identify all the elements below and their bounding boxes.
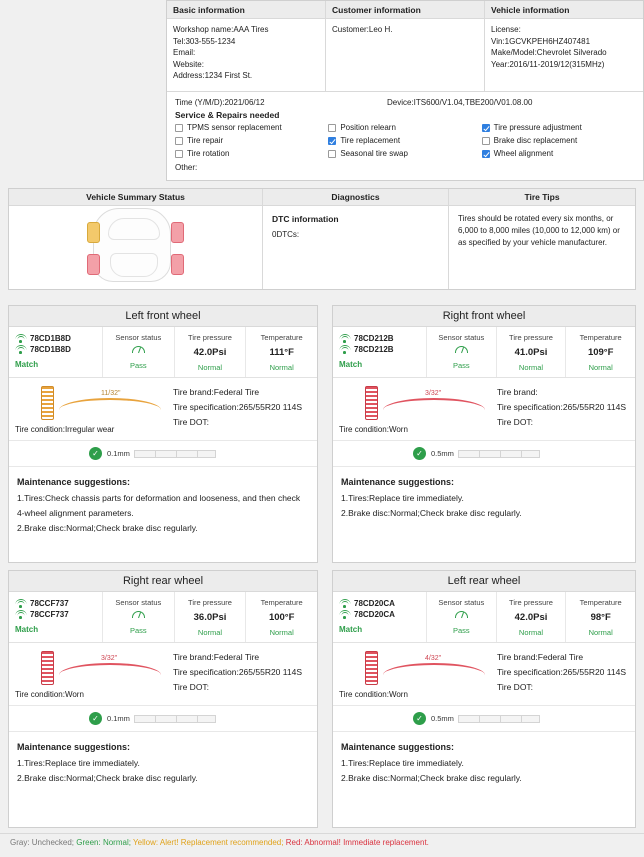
- diagnostics-column: [263, 189, 449, 289]
- tire-condition: Tire condition:Irregular wear: [15, 425, 115, 434]
- wheel-marker-right-front: [171, 222, 184, 243]
- tire-pressure-label: Tire pressure: [188, 598, 232, 607]
- vehicle-make-model: Make/Model:Chevrolet Silverado: [491, 48, 607, 58]
- tire-pressure-state: Normal: [197, 363, 223, 372]
- diagnostics-body: [263, 206, 448, 248]
- sensor-match-status: Match: [15, 625, 39, 634]
- temperature-cell: [246, 327, 317, 377]
- sensor-id-secondary: [339, 610, 421, 619]
- tire-tips-column: [449, 189, 635, 289]
- basic-information-body: [167, 19, 325, 91]
- basic-information-header: Basic information: [167, 1, 325, 19]
- sensor-status-label: Sensor status: [438, 598, 485, 607]
- temperature-label: Temperature: [260, 598, 303, 607]
- signal-icon: [339, 610, 350, 619]
- tire-detail-block: [491, 378, 635, 440]
- service-repairs-section: [167, 91, 643, 180]
- brake-depth-row: [9, 441, 317, 467]
- sensor-status-value: Pass: [129, 626, 147, 635]
- temperature-label: Temperature: [579, 598, 622, 607]
- temperature-state: Normal: [269, 363, 294, 372]
- workshop-website: Website:: [173, 59, 204, 69]
- sensor-id-primary: [15, 599, 97, 608]
- sensor-id-primary: [339, 334, 421, 343]
- service-other-label: Other:: [175, 163, 198, 172]
- temperature-value: 111°F: [269, 347, 294, 358]
- sensor-match-status: Match: [15, 360, 39, 369]
- tire-pressure-cell: [175, 327, 247, 377]
- brake-depth-bar: [134, 715, 216, 723]
- reading-cells: [103, 327, 317, 377]
- gauge-icon: [132, 346, 145, 356]
- tread-graphic: [337, 649, 487, 689]
- tread-graphic: [337, 384, 487, 424]
- temperature-value: 109°F: [587, 347, 614, 358]
- gauge-icon: [455, 611, 468, 621]
- reading-cells: [103, 592, 317, 642]
- basic-information-column: [167, 1, 326, 91]
- maintenance-suggestions: [333, 467, 635, 529]
- tire-detail-block: [167, 643, 317, 705]
- sensor-status-value: Pass: [452, 626, 470, 635]
- tire-dot: Tire DOT:: [173, 681, 210, 692]
- wheel-readings-row: [9, 592, 317, 643]
- tread-row: [333, 378, 635, 441]
- tread-row: [9, 643, 317, 706]
- tire-pressure-label: Tire pressure: [188, 333, 232, 342]
- tire-pressure-cell: [175, 592, 247, 642]
- legend-red: Red: Abnormal! Immediate replacement.: [285, 838, 429, 847]
- tire-dot: Tire DOT:: [497, 681, 534, 692]
- customer-information-header: Customer information: [326, 1, 484, 19]
- brake-depth-value: 0.5mm: [431, 714, 454, 723]
- signal-icon: [15, 334, 26, 343]
- checkbox-icon[interactable]: [328, 150, 336, 158]
- temperature-state: Normal: [269, 628, 294, 637]
- sensor-id-value: 78CCF737: [30, 610, 69, 619]
- service-item-label: Tire repair: [187, 136, 224, 145]
- tire-pressure-value: 42.0Psi: [193, 347, 227, 358]
- sensor-id-block: [333, 592, 427, 642]
- legend-gray: Gray: Unchecked;: [10, 838, 75, 847]
- tread-row: [333, 643, 635, 706]
- workshop-name: Workshop name:AAA Tires: [173, 25, 269, 34]
- gauge-icon: [455, 346, 468, 356]
- wheel-panel-left-front: [8, 305, 318, 563]
- service-checkbox-grid: [175, 123, 635, 162]
- tread-curve-icon: [383, 663, 485, 675]
- signal-icon: [15, 599, 26, 608]
- tire-condition: Tire condition:Worn: [15, 690, 84, 699]
- sensor-id-primary: [15, 334, 97, 343]
- tire-brand: Tire brand:Federal Tire: [173, 387, 260, 397]
- service-item-label: Seasonal tire swap: [340, 149, 408, 158]
- service-section-title: Service & Repairs needed: [175, 110, 280, 120]
- tread-visual-block: [9, 378, 167, 440]
- sensor-status-label: Sensor status: [115, 333, 162, 342]
- vehicle-summary-status-header: Vehicle Summary Status: [9, 189, 262, 206]
- wheel-panel-left-rear: [332, 570, 636, 828]
- sensor-id-value: 78CD20CA: [354, 599, 395, 608]
- sensor-id-block: [333, 327, 427, 377]
- tire-detail-block: [491, 643, 635, 705]
- checkbox-icon[interactable]: [328, 124, 336, 132]
- tread-visual-block: [9, 643, 167, 705]
- reading-cells: [427, 592, 635, 642]
- vehicle-information-body: [485, 19, 643, 91]
- wheel-marker-right-rear: [171, 254, 184, 275]
- dtc-information-value: 0DTCs:: [272, 229, 300, 239]
- sensor-status-cell: [427, 327, 497, 377]
- checkbox-checked-icon[interactable]: [328, 137, 336, 145]
- maintenance-line-2: 2.Brake disc:Normal;Check brake disc regularly.: [17, 772, 198, 783]
- car-silhouette-icon: [93, 208, 171, 282]
- brake-depth-value: 0.1mm: [107, 714, 130, 723]
- wheel-readings-row: [9, 327, 317, 378]
- vehicle-information-column: [485, 1, 643, 91]
- top-info-table: [166, 0, 644, 181]
- sensor-match-status: Match: [339, 360, 363, 369]
- summary-band: [8, 188, 636, 290]
- tire-pressure-value: 42.0Psi: [514, 612, 548, 623]
- tread-depth-value: 3/32": [101, 655, 118, 662]
- sensor-id-secondary: [15, 345, 97, 354]
- tire-pressure-value: 41.0Psi: [514, 347, 548, 358]
- tread-visual-block: [333, 378, 491, 440]
- temperature-state: Normal: [588, 363, 613, 372]
- maintenance-line-1: 1.Tires:Replace tire immediately.: [341, 757, 464, 768]
- tread-bar-icon: [365, 651, 378, 685]
- sensor-id-value: 78CD212B: [354, 334, 394, 343]
- brake-status-icon: ✓: [89, 712, 102, 725]
- service-device: Device:ITS600/V1.04,TBE200/V01.08.00: [387, 98, 533, 107]
- wheel-marker-left-front: [87, 222, 100, 243]
- service-time: Time (Y/M/D):2021/06/12: [175, 98, 265, 107]
- tread-row: [9, 378, 317, 441]
- tread-depth-value: 4/32": [425, 655, 442, 662]
- workshop-tel: Tel:303-555-1234: [173, 36, 236, 46]
- tire-condition: Tire condition:Worn: [339, 690, 408, 699]
- checkbox-icon[interactable]: [175, 124, 183, 132]
- sensor-id-primary: [339, 599, 421, 608]
- maintenance-line-1: 1.Tires:Replace tire immediately.: [341, 492, 464, 503]
- tire-pressure-cell: [497, 592, 567, 642]
- service-item-seasonal-tire-swap[interactable]: [328, 149, 481, 158]
- tire-pressure-label: Tire pressure: [509, 598, 553, 607]
- tire-pressure-value: 36.0Psi: [193, 612, 227, 623]
- temperature-value: 98°F: [590, 612, 611, 623]
- tire-pressure-state: Normal: [197, 628, 223, 637]
- service-item-label: TPMS sensor replacement: [187, 123, 282, 132]
- maintenance-title: Maintenance suggestions:: [17, 477, 131, 487]
- checkbox-checked-icon[interactable]: [482, 150, 490, 158]
- wheel-title: Left rear wheel: [333, 571, 635, 592]
- vehicle-vin: Vin:1GCVKPEH6HZ407481: [491, 36, 591, 46]
- tread-bar-icon: [365, 386, 378, 420]
- maintenance-suggestions: [333, 732, 635, 794]
- legend-yellow: Yellow: Alert! Replacement recommended;: [133, 838, 284, 847]
- temperature-cell: [566, 592, 635, 642]
- maintenance-suggestions: [9, 732, 317, 794]
- sensor-id-block: [9, 592, 103, 642]
- checkbox-icon[interactable]: [482, 137, 490, 145]
- legend-green: Green: Normal;: [76, 838, 131, 847]
- service-item-wheel-alignment[interactable]: [482, 149, 635, 158]
- maintenance-title: Maintenance suggestions:: [341, 742, 455, 752]
- tread-bar-icon: [41, 386, 54, 420]
- tire-pressure-state: Normal: [518, 628, 544, 637]
- info-header-row: [167, 1, 643, 91]
- signal-icon: [339, 345, 350, 354]
- tire-specification: Tire specification:265/55R20 114S: [173, 666, 302, 677]
- service-item-label: Tire rotation: [187, 149, 230, 158]
- signal-icon: [339, 599, 350, 608]
- sensor-status-cell: [103, 592, 175, 642]
- brake-depth-bar: [458, 450, 540, 458]
- signal-icon: [15, 610, 26, 619]
- vehicle-license: License:: [491, 25, 521, 34]
- sensor-match-status: Match: [339, 625, 363, 634]
- sensor-id-secondary: [15, 610, 97, 619]
- brake-status-icon: ✓: [89, 447, 102, 460]
- sensor-id-value: 78CD1B8D: [30, 345, 71, 354]
- temperature-label: Temperature: [260, 333, 303, 342]
- brake-depth-bar: [134, 450, 216, 458]
- wheel-title: Right front wheel: [333, 306, 635, 327]
- sensor-status-cell: [427, 592, 497, 642]
- brake-status-icon: ✓: [413, 712, 426, 725]
- tire-tips-header: Tire Tips: [449, 189, 635, 206]
- tire-pressure-label: Tire pressure: [509, 333, 553, 342]
- sensor-id-value: 78CD1B8D: [30, 334, 71, 343]
- color-legend: [0, 833, 644, 851]
- brake-depth-bar: [458, 715, 540, 723]
- service-item-label: Brake disc replacement: [493, 136, 578, 145]
- maintenance-line-1: 1.Tires:Check chassis parts for deformation and looseness, and then check 4-wheel alignment parameters.: [17, 492, 301, 518]
- checkbox-checked-icon[interactable]: [482, 124, 490, 132]
- tread-depth-value: 3/32": [425, 390, 442, 397]
- tread-bar-icon: [41, 651, 54, 685]
- maintenance-line-2: 2.Brake disc:Normal;Check brake disc regularly.: [341, 507, 522, 518]
- service-item-label: Position relearn: [340, 123, 396, 132]
- service-item-tire-replacement[interactable]: [328, 136, 481, 145]
- checkbox-icon[interactable]: [175, 137, 183, 145]
- maintenance-line-2: 2.Brake disc:Normal;Check brake disc regularly.: [17, 522, 198, 533]
- vehicle-diagram: [9, 206, 262, 284]
- tread-visual-block: [333, 643, 491, 705]
- service-item-label: Tire pressure adjustment: [493, 123, 582, 132]
- tire-pressure-state: Normal: [518, 363, 544, 372]
- tread-curve-icon: [59, 398, 161, 410]
- brake-depth-value: 0.5mm: [431, 449, 454, 458]
- sensor-status-label: Sensor status: [115, 598, 162, 607]
- signal-icon: [339, 334, 350, 343]
- service-item-tire-rotation[interactable]: [175, 149, 328, 158]
- sensor-status-cell: [103, 327, 175, 377]
- maintenance-title: Maintenance suggestions:: [341, 477, 455, 487]
- service-item-label: Tire replacement: [340, 136, 401, 145]
- service-item-tpms-sensor-replacement[interactable]: [175, 123, 328, 132]
- service-item-tire-repair[interactable]: [175, 136, 328, 145]
- service-item-brake-disc-replacement[interactable]: [482, 136, 635, 145]
- workshop-email: Email:: [173, 48, 196, 58]
- temperature-state: Normal: [588, 628, 613, 637]
- sensor-status-value: Pass: [452, 361, 470, 370]
- diagnostics-header: Diagnostics: [263, 189, 448, 206]
- vehicle-year: Year:2016/11-2019/12(315MHz): [491, 59, 605, 69]
- wheel-panel-right-front: [332, 305, 636, 563]
- tire-brand: Tire brand:: [497, 387, 538, 397]
- wheel-marker-left-rear: [87, 254, 100, 275]
- maintenance-title: Maintenance suggestions:: [17, 742, 131, 752]
- brake-depth-row: [333, 441, 635, 467]
- vehicle-information-header: Vehicle information: [485, 1, 643, 19]
- brake-status-icon: ✓: [413, 447, 426, 460]
- tire-tips-text: Tires should be rotated every six months, or 6,000 to 8,000 miles (10,000 to 12,000 km) or as specified by your vehicle manufacturer.: [458, 214, 620, 247]
- temperature-cell: [246, 592, 317, 642]
- brake-depth-value: 0.1mm: [107, 449, 130, 458]
- sensor-status-value: Pass: [129, 361, 147, 370]
- tire-dot: Tire DOT:: [173, 416, 210, 427]
- sensor-id-value: 78CD20CA: [354, 610, 395, 619]
- sensor-id-secondary: [339, 345, 421, 354]
- tread-graphic: [13, 649, 163, 689]
- dtc-information-title: DTC information: [272, 214, 339, 224]
- brake-depth-row: [9, 706, 317, 732]
- tread-curve-icon: [59, 663, 161, 675]
- wheel-readings-row: [333, 592, 635, 643]
- service-item-position-relearn[interactable]: [328, 123, 481, 132]
- tire-pressure-cell: [497, 327, 567, 377]
- tread-curve-icon: [383, 398, 485, 410]
- wheel-readings-row: [333, 327, 635, 378]
- sensor-id-value: 78CCF737: [30, 599, 69, 608]
- sensor-status-label: Sensor status: [438, 333, 485, 342]
- customer-information-column: [326, 1, 485, 91]
- tire-brand: Tire brand:Federal Tire: [497, 652, 584, 662]
- gauge-icon: [132, 611, 145, 621]
- wheel-title: Right rear wheel: [9, 571, 317, 592]
- service-item-label: Wheel alignment: [493, 149, 554, 158]
- signal-icon: [15, 345, 26, 354]
- tire-specification: Tire specification:265/55R20 114S: [173, 401, 302, 412]
- sensor-id-value: 78CD212B: [354, 345, 394, 354]
- tire-dot: Tire DOT:: [497, 416, 534, 427]
- tire-specification: Tire specification:265/55R20 114S: [497, 666, 626, 677]
- tire-specification: Tire specification:265/55R20 114S: [497, 401, 626, 412]
- sensor-id-block: [9, 327, 103, 377]
- tread-graphic: [13, 384, 163, 424]
- tire-detail-block: [167, 378, 317, 440]
- temperature-cell: [566, 327, 635, 377]
- maintenance-line-2: 2.Brake disc:Normal;Check brake disc regularly.: [341, 772, 522, 783]
- temperature-label: Temperature: [579, 333, 622, 342]
- brake-depth-row: [333, 706, 635, 732]
- tire-condition: Tire condition:Worn: [339, 425, 408, 434]
- maintenance-suggestions: [9, 467, 317, 543]
- wheel-panel-right-rear: [8, 570, 318, 828]
- service-meta-row: [175, 98, 635, 107]
- checkbox-icon[interactable]: [175, 150, 183, 158]
- customer-information-body: [326, 19, 484, 91]
- wheel-title: Left front wheel: [9, 306, 317, 327]
- tread-depth-value: 11/32": [101, 390, 121, 397]
- customer-name: Customer:Leo H.: [332, 25, 393, 34]
- service-item-tire-pressure-adjustment[interactable]: [482, 123, 635, 132]
- temperature-value: 100°F: [268, 612, 295, 623]
- maintenance-line-1: 1.Tires:Replace tire immediately.: [17, 757, 140, 768]
- vehicle-summary-status-column: [9, 189, 263, 289]
- tire-brand: Tire brand:Federal Tire: [173, 652, 260, 662]
- workshop-address: Address:1234 First St.: [173, 71, 253, 81]
- reading-cells: [427, 327, 635, 377]
